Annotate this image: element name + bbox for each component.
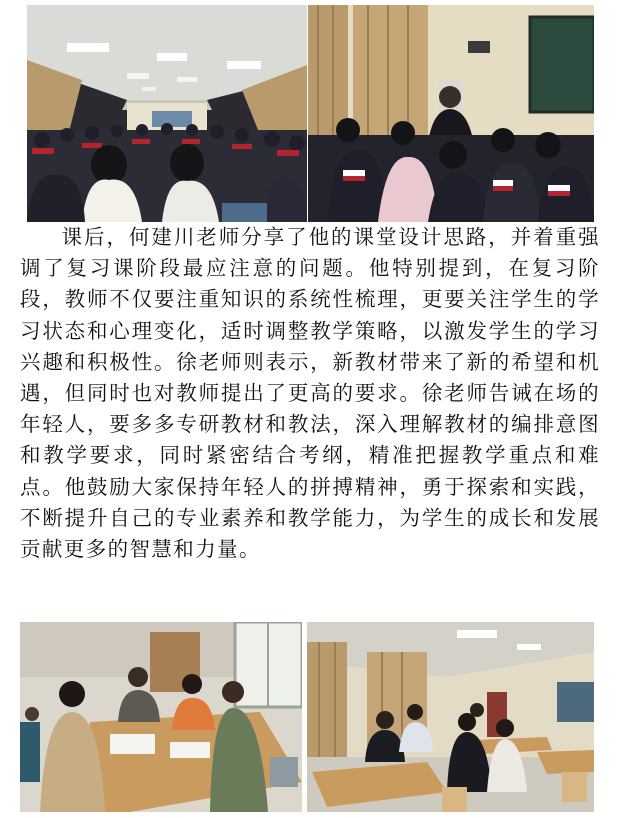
teachers-meeting-photo-classroom bbox=[307, 622, 594, 812]
article-text: 课后，何建川老师分享了他的课堂设计思路，并着重强调了复习课阶段最应注意的问题。他特别提到，在复习阶段，教师不仅要注重知识的系统性梳理，更要关注学生的学习状态和心理变化，适时调整教学策略，以激发学生的学习兴趣和积极性。徐老师则表示，新教材带来了新的希望和机遇，但同时也对教师提出了更高的要求。徐老师告诫在场的年轻人，要多多专研教材和教法，深入理解教材的编排意图和教学要求，同时紧密结合考纲，精准把握教学重点和难点。他鼓励大家保持年轻人的拼搏精神，勇于探索和实践，不断提升自己的专业素养和教学能力，为学生的成长和发展贡献更多的智慧和力量。 bbox=[20, 225, 600, 562]
classroom-photo-rear-view bbox=[27, 5, 307, 222]
classroom-photo-teacher-speaking bbox=[308, 5, 594, 222]
teachers-meeting-photo-close bbox=[20, 622, 302, 812]
article-paragraph bbox=[20, 222, 600, 565]
